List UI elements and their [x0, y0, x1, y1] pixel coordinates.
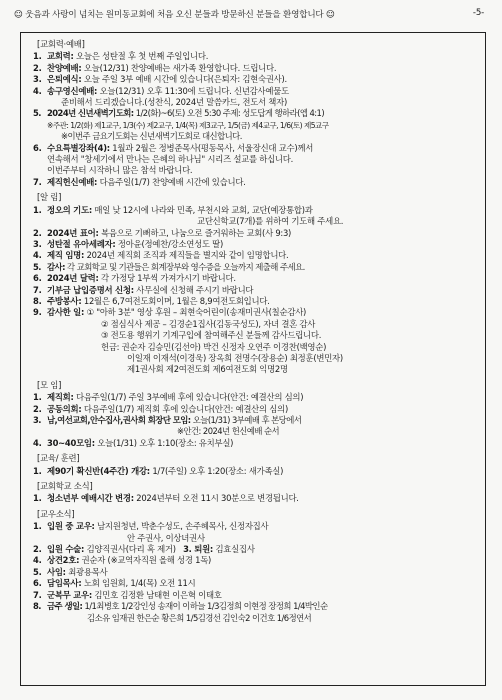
list-item: 3. 은퇴예식: 오늘 주일 3부 예배 시간에 있습니다(은퇴자: 김현숙권사).: [33, 74, 287, 85]
section-title: [교육/ 훈련]: [37, 453, 80, 464]
list-item: 1. 교회력: 오늘은 성탄절 후 첫 번째 주일입니다.: [33, 51, 209, 62]
list-item: 6. 담임목사: 노회 임원회, 1/4(목) 오전 11시: [33, 578, 196, 589]
section-meeting: [33, 380, 477, 449]
list-item: 5. 2024년 신년새벽기도회: 1/2(화)~6(토) 오전 5:30 주제: 성도답게 행하라(엡 4:1) ※주관: 1/2(화) 제1교구, 1/3(수) 제2교구, 1/4(목) 제3교구, 1/5(금) 제4교구, 1/6(토) 제5교구 ※이번주 금요기도회는 신년새벽기도회로 대신합니다.: [33, 108, 329, 142]
list-item: 4. 상견2호: 권순자 (※교역자직원 올해 성경 1독): [33, 555, 212, 566]
list-item: 3. 성탄절 유아세례자: 정아윤(정예찬/강소연성도 딸): [33, 238, 224, 249]
list-item: 6. 2024년 달력: 각 가정당 1부씩 가져가시기 바랍니다.: [33, 273, 236, 284]
list-item: 2. 공동의회: 다음주일(1/7) 제직회 후에 있습니다(안건: 예결산의 심의): [33, 403, 288, 414]
list-item: 4. 송구영신예배: 오늘(12/31) 오후 11:30에 드립니다. 신년감사예물도 준비해서 드리겠습니다.(성찬식, 2024년 말씀카드, 전도서 책자): [33, 85, 289, 108]
list-item: 7. 제직헌신예배: 다음주일(1/7) 찬양예배 시간에 있습니다.: [33, 176, 246, 187]
list-item: 6. 수요특별강좌(4): 1월과 2월은 정병준목사(평동목사, 서울장신대 교수)께서 연속해서 "창세기에서 만나는 은혜의 하나님" 시리즈 설교를 하십니다. 이번주부터 시작하니 많은 참석 바랍니다.: [33, 142, 314, 176]
section-title: [교우소식]: [37, 508, 75, 519]
section-notice: [33, 192, 477, 376]
list-item: 1. 청소년부 예배시간 변경: 2024년부터 오전 11시 30분으로 변경됩니다.: [33, 493, 299, 504]
list-item: 2. 입원 수술: 김양직권사(다리 혹 제거) 3. 퇴원: 김효실집사: [33, 544, 255, 555]
section-title: [교회학교 소식]: [37, 481, 93, 492]
list-item: 1. 제90기 확신반(4주간) 개강: 1/7(주일) 오후 1:20(장소: 새가족실): [33, 465, 284, 476]
section-worship: [33, 39, 477, 188]
list-item: 4. 30~40모임: 오늘(1/31) 오후 1:10(장소: 유치부실): [33, 437, 234, 448]
list-item: 8. 금주 생일: 1/1최병호 1/2강인성 송재이 이하늘 1/3김정희 이현정 장정희 1/4박인순 김소유 임재권 한은순 황은희 1/5김경선 김인숙2 이건호 1/6정연서: [33, 601, 328, 623]
list-item: 1. 정오의 기도: 매일 낮 12시에 나라와 민족, 부천시와 교회, 교단(예장통합)과 교단신학교(7개)를 위하여 기도해 주세요.: [33, 204, 344, 227]
list-item: 2. 2024년 표어: 복음으로 기뻐하고, 나눔으로 즐거워하는 교회(사 9:3): [33, 227, 292, 238]
page-header: [0, 8, 502, 20]
section-education: [33, 453, 477, 477]
list-item: 1. 제직회: 다음주일(1/7) 주일 3부예배 후에 있습니다(안건: 예결산의 심의): [33, 392, 304, 403]
page-number: -5-: [472, 8, 484, 18]
list-item: 7. 기부금 납입증명서 신청: 사무실에 신청해 주시기 바랍니다: [33, 284, 254, 295]
bulletin-frame: [20, 32, 486, 686]
section-title: [교회력·예배]: [37, 39, 85, 49]
section-church-school: [33, 481, 477, 505]
list-item: 9. 감사한 일: ① "아하 3분" 영상 후원 – 최현숙어린이(송재미권사(칠순감사) ② 점심식사 제공 – 김경순1집사(김동국성도), 자녀 결혼 감사 ③ 전도용 행위기 기계구입에 참여해주신 분들께 감사드립니다. 헌금: 권순자 김승민(김선아) 박건 신정자 오연주 이경찬(백영순) 이일재 이재석(이경욱) 장옥희 전명수(장용순) 최정훈(변민자) 제1권사회 제2여전도회 제6여전도회 익명2명: [33, 307, 343, 375]
list-item: 1. 입원 중 교우: 남지원청년, 박춘수성도, 손주혜목사, 신정자집사 안 주권사, 이상녀권사: [33, 521, 269, 543]
list-item: 3. 남,여선교회,안수집사,권사회 회장단 모임: 오늘(1/31) 3부예배 후 본당에서 ※안건: 2024년 헌신예배 순서: [33, 415, 302, 437]
section-title: [모 임]: [37, 379, 62, 390]
list-item: 7. 군복무 교우: 김민호 김정환 남태현 이은혁 이태호: [33, 589, 222, 600]
list-item: 2. 찬양예배: 오늘(12/31) 찬양예배는 새가족 환영합니다. 드립니다.: [33, 62, 277, 73]
list-item: 5. 사임: 최광용목사: [33, 566, 108, 577]
list-item: 8. 주방봉사: 12월은 6,7여전도회이며, 1월은 8,9여전도회입니다.: [33, 295, 270, 306]
list-item: 5. 감사: 각 교회학교 및 기관들은 회계장부와 영수증을 오늘까지 제출해 주세요.: [33, 261, 305, 272]
section-title: [알 림]: [37, 192, 62, 203]
list-item: 4. 제직 임명: 2024년 제직회 조직과 제직들을 별지와 같이 임명합니다.: [33, 250, 289, 261]
welcome-banner: ☺ 웃음과 사랑이 넘치는 원미동교회에 처음 오신 분들과 방문하신 분들을 환영합니다 ☺: [14, 10, 335, 20]
section-members: [33, 509, 477, 624]
